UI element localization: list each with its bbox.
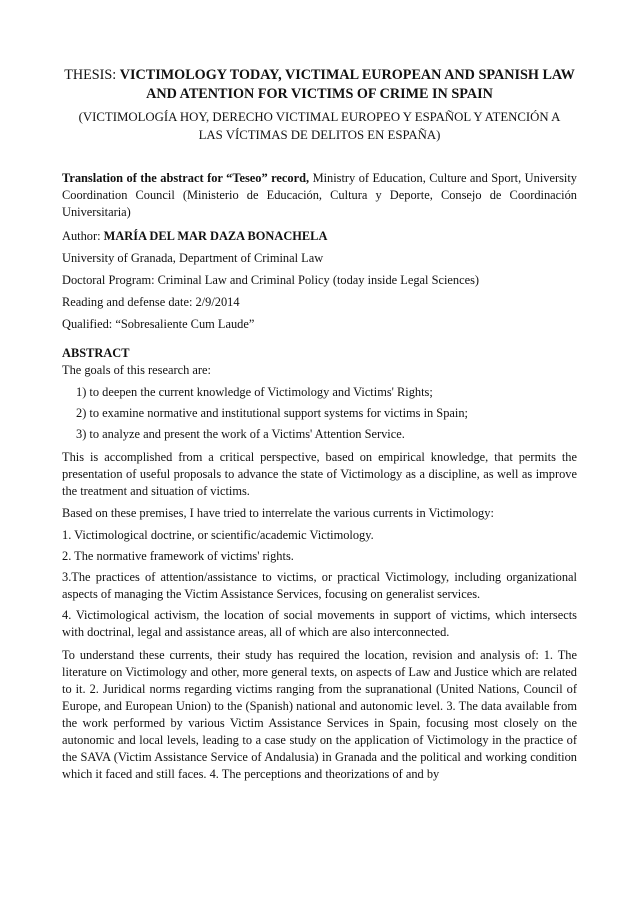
abstract-paragraph-2: Based on these premises, I have tried to interrelate the various currents in Victimology: (62, 506, 494, 520)
current-item: 3.The practices of attention/assistance to victims, or practical Victimology, including organizational aspects of managing the Victim Assistance Services, focusing on generalist services. (62, 570, 577, 601)
goal-item: 2) to examine normative and institutional support systems for victims in Spain; (76, 406, 468, 420)
author-line (62, 228, 577, 245)
abstract-heading: ABSTRACT (62, 346, 130, 360)
title-spanish: (VICTIMOLOGÍA HOY, DERECHO VICTIMAL EUROPEO Y ESPAÑOL Y ATENCIÓN A LAS VÍCTIMAS DE DELITOS EN ESPAÑA) (78, 110, 561, 142)
goal-item: 3) to analyze and present the work of a Victims' Attention Service. (76, 427, 405, 441)
title-prefix: THESIS: (64, 67, 120, 83)
thesis-title (62, 66, 577, 104)
abstract-intro: The goals of this research are: (62, 363, 211, 377)
translation-bold: Translation of the abstract for “Teseo” record, (62, 171, 310, 185)
university-line: University of Granada, Department of Criminal Law (62, 251, 324, 265)
goal-item: 1) to deepen the current knowledge of Victimology and Victims' Rights; (76, 385, 433, 399)
qualified-line: Qualified: “Sobresaliente Cum Laude” (62, 317, 255, 331)
program-line: Doctoral Program: Criminal Law and Criminal Policy (today inside Legal Sciences) (62, 273, 480, 287)
abstract-paragraph-3: To understand these currents, their study has required the location, revision and analysis of: 1. The literature on Victimology and other, more general texts, on aspects of Law and Justice which are related to it. 2. Juridical norms regarding victims ranging from the supranational (United Nations, Council of Europe, and European Union) to the (Spanish) national and autonomic level. 3. The data available from the work performed by various Victim Assistance Services in Spain, focusing most closely on the autonomic and local levels, leading to a case study on the application of Victimology in the practice of the SAVA (Victim Assistance Service of Andalusia) in Granada and the political and working condition which it faced and still faces. 4. The perceptions and theorizations of and by (62, 648, 577, 781)
current-item: 1. Victimological doctrine, or scientific/academic Victimology. (62, 528, 374, 542)
translation-note (62, 170, 577, 221)
title-main: VICTIMOLOGY TODAY, VICTIMAL EUROPEAN AND SPANISH LAW AND ATENTION FOR VICTIMS OF CRIME IN SPAIN (119, 67, 575, 102)
abstract-paragraph-1: This is accomplished from a critical perspective, based on empirical knowledge, that permits the presentation of useful proposals to advance the state of Victimology as a discipline, as well as improve the treatment and situation of victims. (62, 450, 577, 498)
author-label: Author: (62, 229, 104, 243)
date-line: Reading and defense date: 2/9/2014 (62, 295, 240, 309)
author-name: MARÍA DEL MAR DAZA BONACHELA (103, 229, 328, 243)
translation-rest: Ministry of Education, Culture and Sport, University Coordination Council (Ministerio de Educación, Cultura y Deporte, Consejo de Coordinación Universitaria) (62, 171, 577, 219)
current-item: 4. Victimological activism, the location of social movements in support of victims, which intersects with doctrinal, legal and assistance areas, all of which are also interconnected. (62, 608, 577, 639)
current-item: 2. The normative framework of victims' rights. (62, 549, 294, 563)
